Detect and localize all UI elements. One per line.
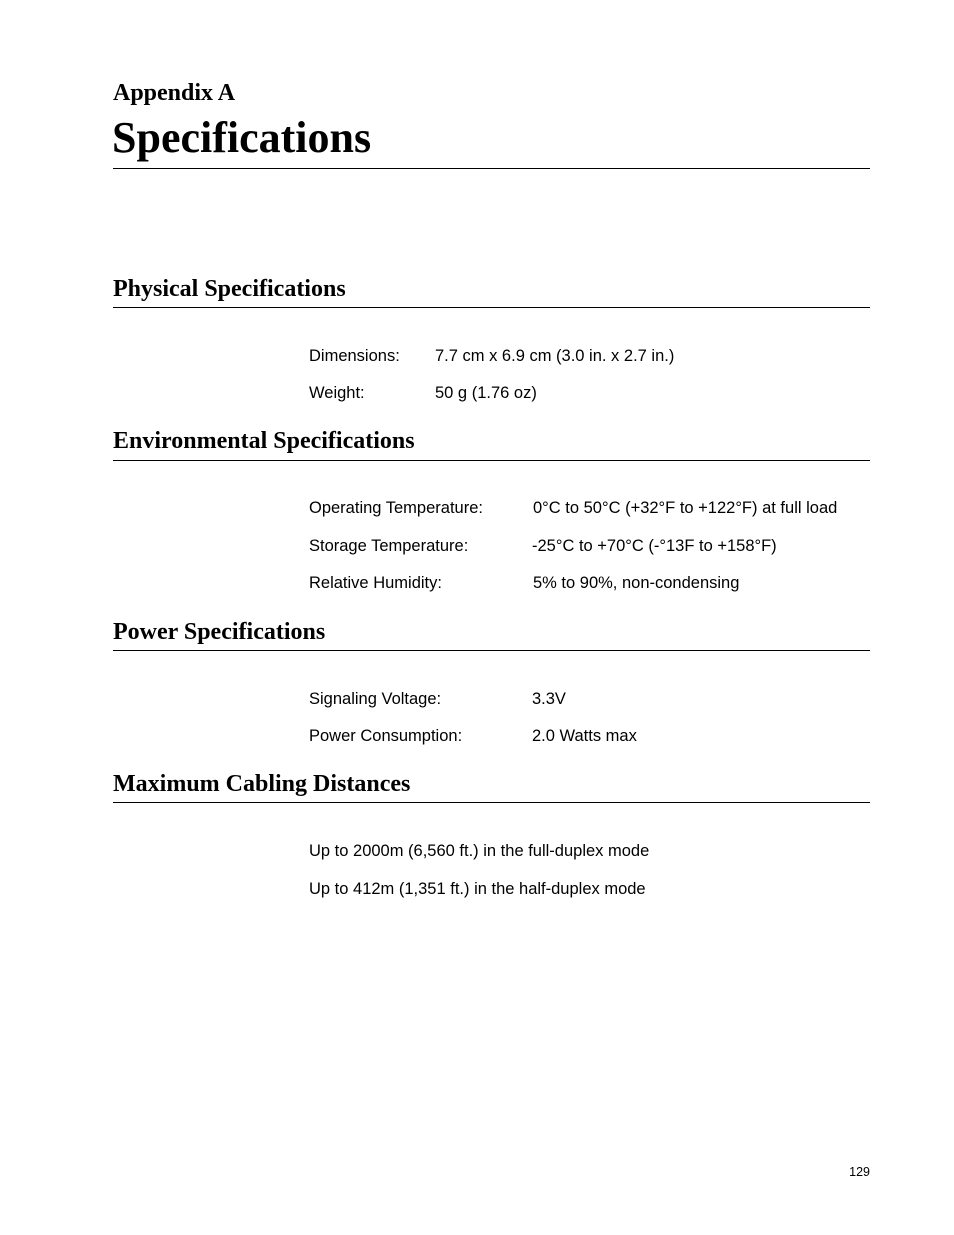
section-divider-power bbox=[113, 650, 870, 651]
spec-label: Operating Temperature: bbox=[309, 499, 483, 517]
section-divider-cabling bbox=[113, 802, 870, 803]
section-divider-physical bbox=[113, 307, 870, 308]
spec-value: 50 g (1.76 oz) bbox=[435, 384, 537, 402]
spec-label: Dimensions: bbox=[309, 347, 400, 365]
cabling-line-half-duplex: Up to 412m (1,351 ft.) in the half-duplex mode bbox=[309, 880, 646, 898]
spec-label: Signaling Voltage: bbox=[309, 690, 442, 708]
page-number: 129 bbox=[849, 1165, 870, 1179]
section-heading-environmental: Environmental Specifications bbox=[113, 428, 415, 454]
spec-value: 5% to 90%, non-condensing bbox=[533, 574, 740, 592]
spec-value: -25°C to +70°C (-°13F to +158°F) bbox=[532, 537, 777, 555]
spec-value: 0°C to 50°C (+32°F to +122°F) at full load bbox=[533, 499, 838, 517]
page-title: Specifications bbox=[112, 113, 372, 162]
spec-value: 2.0 Watts max bbox=[532, 727, 637, 745]
section-heading-cabling: Maximum Cabling Distances bbox=[113, 771, 411, 797]
appendix-label: Appendix A bbox=[113, 80, 236, 106]
section-divider-environmental bbox=[113, 460, 870, 461]
section-heading-power: Power Specifications bbox=[113, 619, 326, 645]
cabling-line-full-duplex: Up to 2000m (6,560 ft.) in the full-duplex mode bbox=[309, 842, 650, 860]
spec-label: Storage Temperature: bbox=[309, 537, 469, 555]
title-divider bbox=[113, 168, 870, 169]
spec-label: Power Consumption: bbox=[309, 727, 463, 745]
spec-label: Relative Humidity: bbox=[309, 574, 442, 592]
spec-label: Weight: bbox=[309, 384, 365, 402]
section-heading-physical: Physical Specifications bbox=[113, 276, 346, 302]
spec-value: 3.3V bbox=[532, 690, 566, 708]
spec-value: 7.7 cm x 6.9 cm (3.0 in. x 2.7 in.) bbox=[435, 347, 675, 365]
